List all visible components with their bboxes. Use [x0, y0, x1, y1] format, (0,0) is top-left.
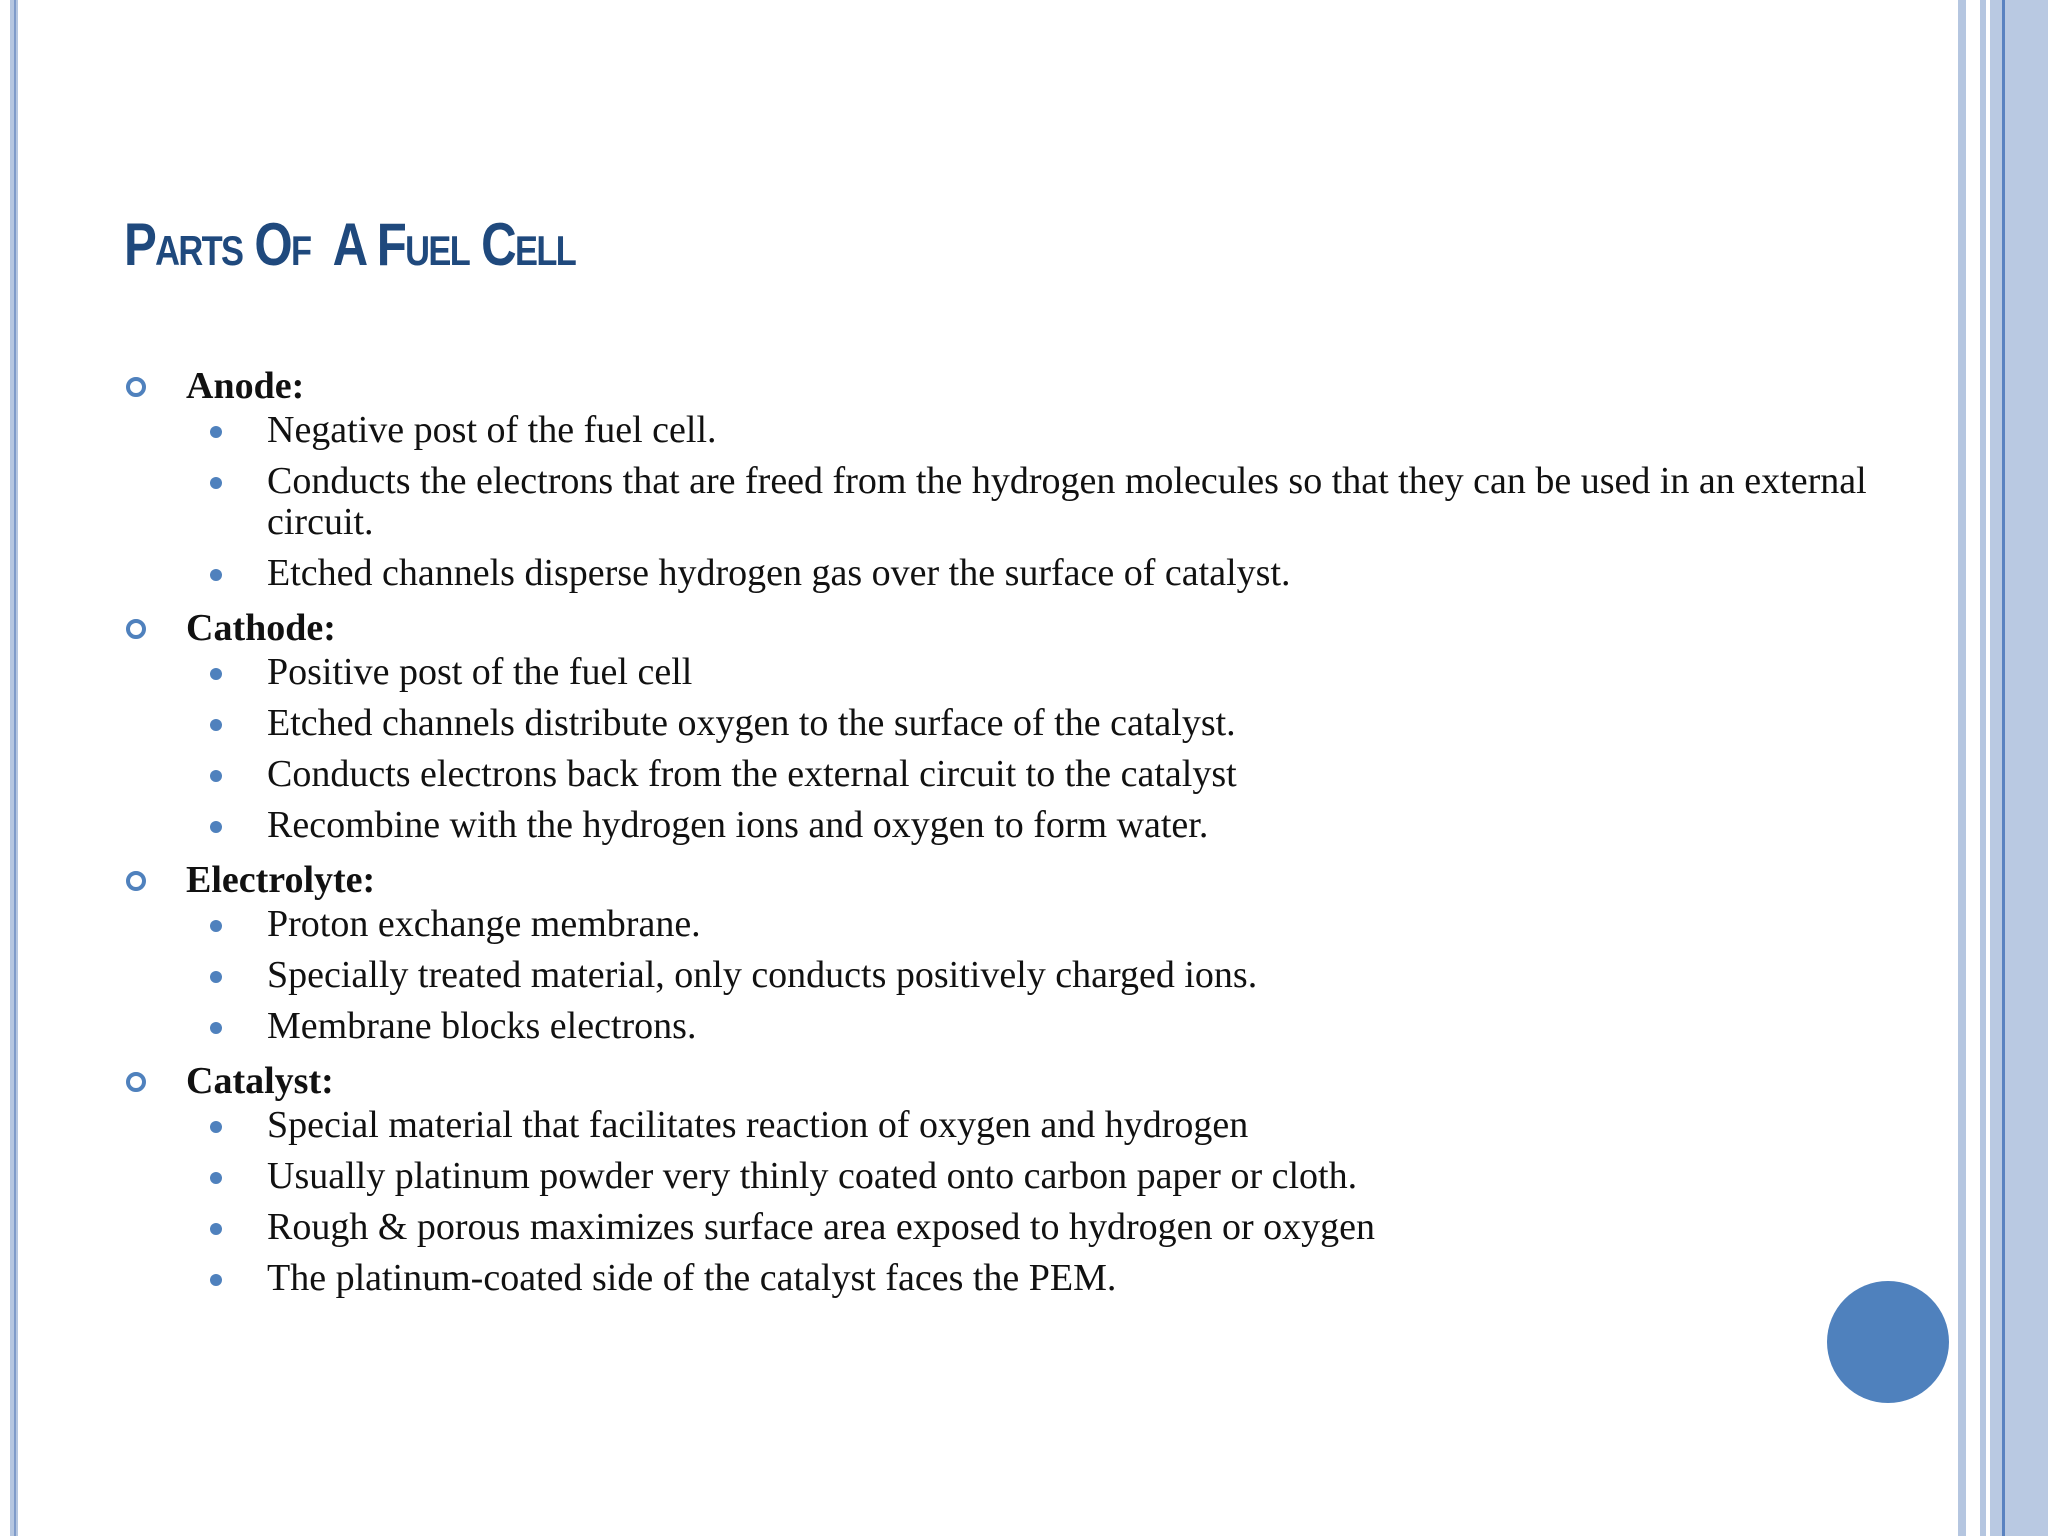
- list-item: [124, 652, 1867, 693]
- slide-content: [124, 362, 1867, 1309]
- bullet-list: [124, 409, 1867, 594]
- list-item: [124, 553, 1867, 594]
- dot-bullet-icon: [210, 770, 222, 782]
- dot-bullet-icon: [210, 1121, 222, 1133]
- section-heading-text: Cathode:: [186, 607, 336, 649]
- bullet-list: [124, 1105, 1764, 1299]
- list-item-text: Membrane blocks electrons.: [267, 1005, 697, 1047]
- dot-bullet-icon: [210, 569, 222, 581]
- list-item-text: Proton exchange membrane.: [267, 903, 701, 945]
- list-item-text: The platinum-coated side of the catalyst faces the PEM.: [267, 1257, 1117, 1299]
- list-item-text: Negative post of the fuel cell.: [267, 409, 717, 451]
- list-item-text: Specially treated material, only conducts positively charged ions.: [267, 954, 1258, 996]
- list-item-text: Rough & porous maximizes surface area exposed to hydrogen or oxygen: [267, 1206, 1376, 1248]
- right-border-stripe: [1990, 0, 2002, 1536]
- section-catalyst: [124, 1057, 1764, 1299]
- ring-bullet-icon: [126, 1072, 146, 1092]
- section-anode: [124, 362, 1867, 594]
- list-item: [124, 1258, 1867, 1299]
- dot-bullet-icon: [210, 971, 222, 983]
- section-heading: [124, 362, 1764, 410]
- section-heading: [124, 856, 1764, 904]
- list-item-text: Positive post of the fuel cell: [267, 651, 693, 693]
- list-item-text: Conducts the electrons that are freed from the hydrogen molecules so that they can be used in an external circuit.: [267, 460, 1867, 543]
- dot-bullet-icon: [210, 1274, 222, 1286]
- slide-title: Parts Of A Fuel Cell: [124, 211, 576, 278]
- section-heading-text: Electrolyte:: [186, 859, 376, 901]
- list-item-text: Usually platinum powder very thinly coated onto carbon paper or cloth.: [267, 1155, 1358, 1197]
- ring-bullet-icon: [126, 377, 146, 397]
- ring-bullet-icon: [126, 871, 146, 891]
- dot-bullet-icon: [210, 426, 222, 438]
- right-border-gap: [1966, 0, 1980, 1536]
- bullet-list: [124, 904, 1764, 1047]
- list-item-text: Special material that facilitates reaction of oxygen and hydrogen: [267, 1104, 1249, 1146]
- list-item: [124, 1207, 1867, 1248]
- list-item: [124, 461, 1867, 543]
- decorative-circle: [1827, 1281, 1949, 1403]
- list-item: [124, 1006, 1867, 1047]
- list-item: [124, 410, 1867, 451]
- dot-bullet-icon: [210, 1223, 222, 1235]
- section-electrolyte: [124, 856, 1764, 1047]
- list-item: [124, 1156, 1867, 1197]
- list-item: [124, 955, 1867, 996]
- right-border-stripe: [1958, 0, 1966, 1536]
- list-item-text: Conducts electrons back from the external circuit to the catalyst: [267, 753, 1237, 795]
- section-cathode: [124, 604, 1764, 846]
- dot-bullet-icon: [210, 477, 222, 489]
- list-item: [124, 1105, 1867, 1146]
- list-item-text: Etched channels distribute oxygen to the surface of the catalyst.: [267, 702, 1236, 744]
- dot-bullet-icon: [210, 719, 222, 731]
- section-heading: [124, 1057, 1764, 1105]
- section-heading-text: Catalyst:: [186, 1060, 334, 1102]
- list-item-text: Recombine with the hydrogen ions and oxygen to form water.: [267, 804, 1209, 846]
- bullet-list: [124, 652, 1764, 846]
- dot-bullet-icon: [210, 821, 222, 833]
- right-border-band: [2005, 0, 2048, 1536]
- left-border-line: [14, 0, 16, 1536]
- section-heading-text: Anode:: [186, 365, 305, 407]
- dot-bullet-icon: [210, 1022, 222, 1034]
- list-item: [124, 703, 1867, 744]
- dot-bullet-icon: [210, 668, 222, 680]
- list-item: [124, 904, 1867, 945]
- list-item-text: Etched channels disperse hydrogen gas over the surface of catalyst.: [267, 552, 1291, 594]
- section-heading: [124, 604, 1764, 652]
- list-item: [124, 805, 1867, 846]
- ring-bullet-icon: [126, 619, 146, 639]
- list-item: [124, 754, 1867, 795]
- dot-bullet-icon: [210, 920, 222, 932]
- dot-bullet-icon: [210, 1172, 222, 1184]
